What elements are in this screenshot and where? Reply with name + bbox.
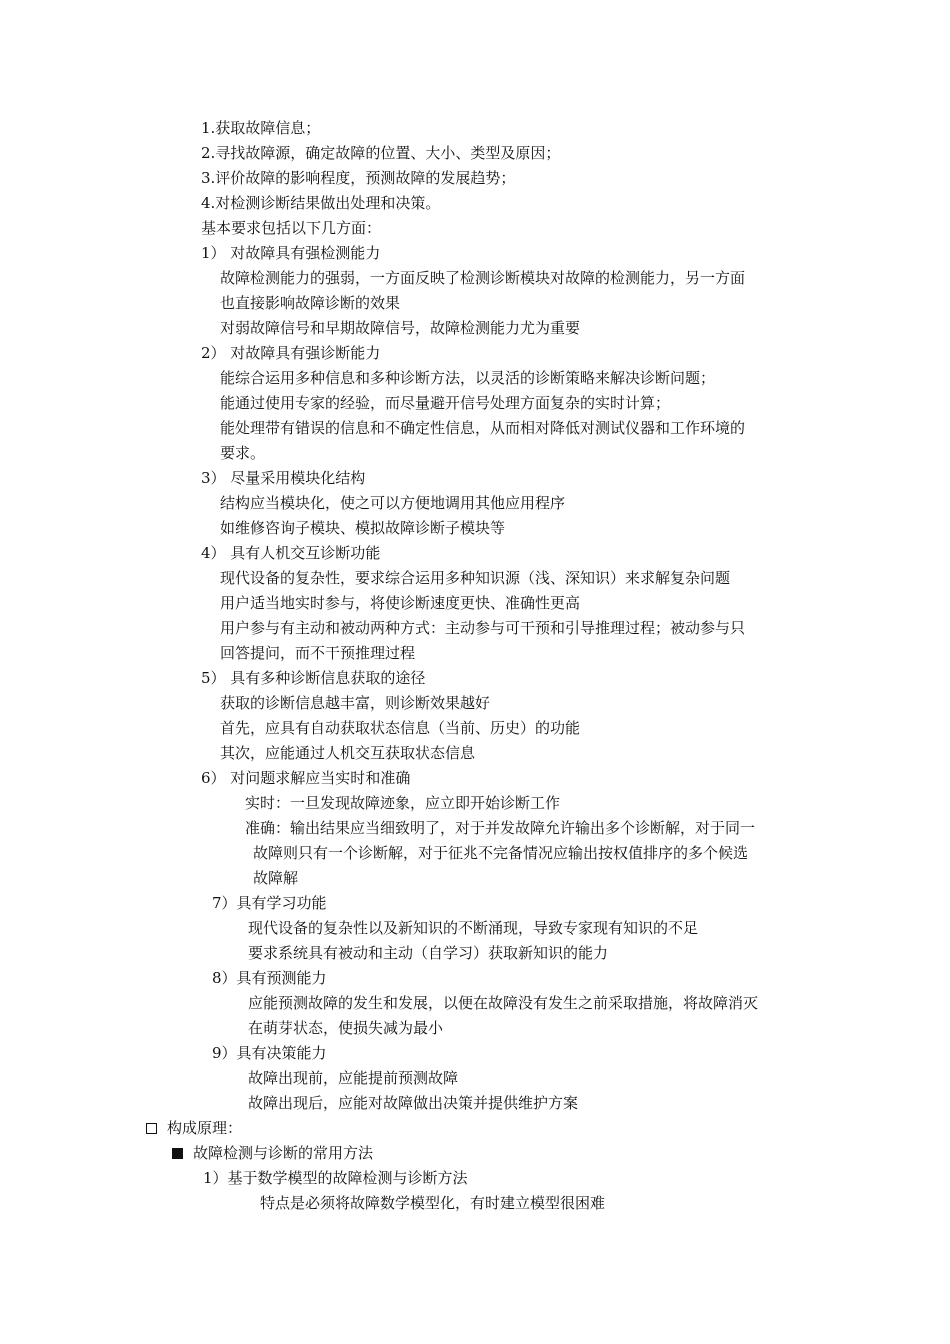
hollow-square-bullet-icon	[146, 1123, 157, 1134]
requirements-intro: 基本要求包括以下几方面：	[201, 219, 382, 237]
req6-line: 故障解	[253, 869, 299, 887]
req6-line: 故障则只有一个诊断解，对于征兆不完备情况应输出按权值排序的多个候选	[253, 844, 749, 862]
req5-line: 其次，应能通过人机交互获取状态信息	[220, 744, 476, 762]
methods-heading	[172, 1142, 373, 1164]
req3-title: 3） 尽量采用模块化结构	[201, 469, 366, 487]
methods-heading-text: 故障检测与诊断的常用方法	[193, 1144, 374, 1162]
req3-line: 如维修咨询子模块、模拟故障诊断子模块等	[220, 519, 506, 537]
req4-line: 回答提问，而不干预推理过程	[220, 644, 416, 662]
req8-line: 应能预测故障的发生和发展，以便在故障没有发生之前采取措施，将故障消灭	[248, 994, 759, 1012]
req5-title: 5） 具有多种诊断信息获取的途径	[201, 669, 426, 687]
req9-line: 故障出现后，应能对故障做出决策并提供维护方案	[248, 1094, 579, 1112]
req8-line: 在萌芽状态，使损失减为最小	[248, 1019, 444, 1037]
method1-note: 特点是必须将故障数学模型化，有时建立模型很困难	[260, 1194, 606, 1212]
goal-item-1: 1.获取故障信息；	[201, 119, 321, 137]
req9-title: 9）具有决策能力	[212, 1044, 327, 1062]
goal-item-3: 3.评价故障的影响程度，预测故障的发展趋势；	[201, 169, 516, 187]
req2-title: 2） 对故障具有强诊断能力	[201, 344, 381, 362]
principle-heading-text: 构成原理：	[167, 1119, 243, 1137]
req1-line: 对弱故障信号和早期故障信号，故障检测能力尤为重要	[220, 319, 581, 337]
req4-line: 用户参与有主动和被动两种方式：主动参与可干预和引导推理过程；被动参与只	[220, 619, 746, 637]
req5-line: 获取的诊断信息越丰富，则诊断效果越好	[220, 694, 491, 712]
req6-title: 6） 对问题求解应当实时和准确	[201, 769, 411, 787]
req4-title: 4） 具有人机交互诊断功能	[201, 544, 381, 562]
req5-line: 首先，应具有自动获取状态信息（当前、历史）的功能	[220, 719, 581, 737]
goal-item-2: 2.寻找故障源，确定故障的位置、大小、类型及原因；	[201, 144, 561, 162]
req7-title: 7）具有学习功能	[212, 894, 327, 912]
req4-line: 现代设备的复杂性，要求综合运用多种知识源（浅、深知识）来求解复杂问题	[220, 569, 731, 587]
req4-line: 用户适当地实时参与，将使诊断速度更快、准确性更高	[220, 594, 581, 612]
goal-item-4: 4.对检测诊断结果做出处理和决策。	[201, 194, 441, 212]
method1-title: 1）基于数学模型的故障检测与诊断方法	[203, 1169, 468, 1187]
req6-line: 准确：输出结果应当细致明了，对于并发故障允许输出多个诊断解，对于同一	[245, 819, 756, 837]
req6-line: 实时：一旦发现故障迹象，应立即开始诊断工作	[245, 794, 561, 812]
req9-line: 故障出现前，应能提前预测故障	[248, 1069, 459, 1087]
req1-title: 1） 对故障具有强检测能力	[201, 244, 381, 262]
req2-line: 能通过使用专家的经验，而尽量避开信号处理方面复杂的实时计算；	[220, 394, 671, 412]
req1-line: 也直接影响故障诊断的效果	[220, 294, 401, 312]
principle-heading	[146, 1117, 242, 1139]
req7-line: 要求系统具有被动和主动（自学习）获取新知识的能力	[248, 944, 609, 962]
filled-square-bullet-icon	[172, 1148, 183, 1159]
req8-title: 8）具有预测能力	[212, 969, 327, 987]
req7-line: 现代设备的复杂性以及新知识的不断涌现，导致专家现有知识的不足	[248, 919, 699, 937]
req2-line: 能综合运用多种信息和多种诊断方法，以灵活的诊断策略来解决诊断问题；	[220, 369, 716, 387]
req1-line: 故障检测能力的强弱，一方面反映了检测诊断模块对故障的检测能力，另一方面	[220, 269, 746, 287]
req3-line: 结构应当模块化，使之可以方便地调用其他应用程序	[220, 494, 566, 512]
req2-line: 要求。	[220, 444, 266, 462]
req2-line: 能处理带有错误的信息和不确定性信息，从而相对降低对测试仪器和工作环境的	[220, 419, 746, 437]
